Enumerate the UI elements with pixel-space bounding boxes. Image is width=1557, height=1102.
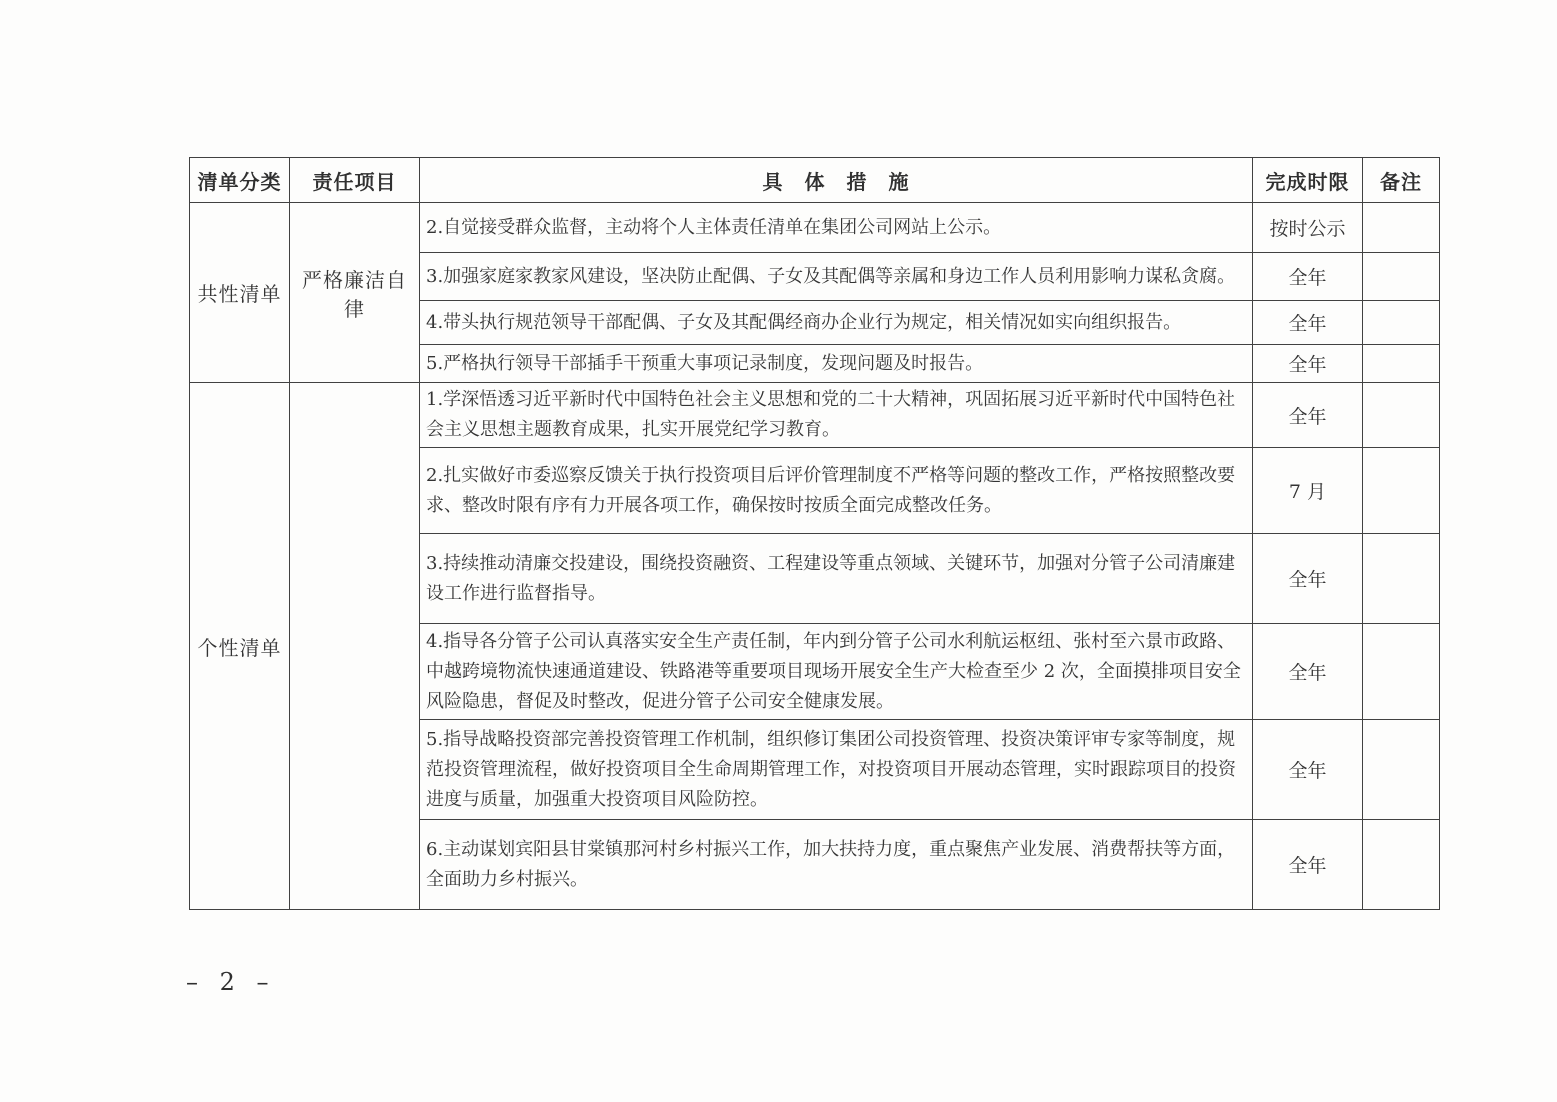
remark-cell: [1363, 301, 1440, 345]
header-project: 责任项目: [290, 158, 420, 203]
project-cell-integrity: 严格廉洁自律: [290, 203, 420, 383]
responsibility-list-table: [189, 157, 1440, 910]
deadline-cell: 全年: [1253, 345, 1363, 383]
remark-cell: [1363, 720, 1440, 820]
deadline-cell: 全年: [1253, 534, 1363, 624]
measure-cell: 6.主动谋划宾阳县甘棠镇那河村乡村振兴工作，加大扶持力度，重点聚焦产业发展、消费帮扶等方面，全面助力乡村振兴。: [420, 820, 1253, 910]
measure-cell: 4.指导各分管子公司认真落实安全生产责任制，年内到分管子公司水利航运枢纽、张村至六景市政路、中越跨境物流快速通道建设、铁路港等重要项目现场开展安全生产大检查至少 2 次，全面摸排项目安全风险隐患，督促及时整改，促进分管子公司安全健康发展。: [420, 624, 1253, 720]
measure-cell: 1.学深悟透习近平新时代中国特色社会主义思想和党的二十大精神，巩固拓展习近平新时代中国特色社会主义思想主题教育成果，扎实开展党纪学习教育。: [420, 383, 1253, 448]
table-header-row: [190, 158, 1440, 203]
table-row: [190, 383, 1440, 448]
remark-cell: [1363, 624, 1440, 720]
deadline-cell: 全年: [1253, 301, 1363, 345]
measure-cell: 5.指导战略投资部完善投资管理工作机制，组织修订集团公司投资管理、投资决策评审专家等制度，规范投资管理流程，做好投资项目全生命周期管理工作，对投资项目开展动态管理，实时跟踪项目的投资进度与质量，加强重大投资项目风险防控。: [420, 720, 1253, 820]
measure-cell: 4.带头执行规范领导干部配偶、子女及其配偶经商办企业行为规定，相关情况如实向组织报告。: [420, 301, 1253, 345]
remark-cell: [1363, 448, 1440, 534]
project-cell-empty: [290, 383, 420, 910]
measure-cell: 3.加强家庭家教家风建设，坚决防止配偶、子女及其配偶等亲属和身边工作人员利用影响力谋私贪腐。: [420, 253, 1253, 301]
measure-cell: 5.严格执行领导干部插手干预重大事项记录制度，发现问题及时报告。: [420, 345, 1253, 383]
measure-cell: 2.扎实做好市委巡察反馈关于执行投资项目后评价管理制度不严格等问题的整改工作，严格按照整改要求、整改时限有序有力开展各项工作，确保按时按质全面完成整改任务。: [420, 448, 1253, 534]
deadline-cell: 全年: [1253, 624, 1363, 720]
header-measures: 具 体 措 施: [420, 158, 1253, 203]
page-number: – 2 –: [186, 968, 276, 996]
category-cell-common: 共性清单: [190, 203, 290, 383]
header-deadline: 完成时限: [1253, 158, 1363, 203]
deadline-cell: 按时公示: [1253, 203, 1363, 253]
remark-cell: [1363, 534, 1440, 624]
remark-cell: [1363, 383, 1440, 448]
remark-cell: [1363, 345, 1440, 383]
deadline-cell: 全年: [1253, 820, 1363, 910]
header-remark: 备注: [1363, 158, 1440, 203]
remark-cell: [1363, 203, 1440, 253]
measure-cell: 2.自觉接受群众监督，主动将个人主体责任清单在集团公司网站上公示。: [420, 203, 1253, 253]
measure-cell: 3.持续推动清廉交投建设，围绕投资融资、工程建设等重点领域、关键环节，加强对分管子公司清廉建设工作进行监督指导。: [420, 534, 1253, 624]
deadline-cell: 全年: [1253, 383, 1363, 448]
deadline-cell: 全年: [1253, 253, 1363, 301]
remark-cell: [1363, 820, 1440, 910]
table-row: [190, 203, 1440, 253]
header-category: 清单分类: [190, 158, 290, 203]
remark-cell: [1363, 253, 1440, 301]
category-cell-individual: 个性清单: [190, 383, 290, 910]
deadline-cell: 全年: [1253, 720, 1363, 820]
deadline-cell: 7 月: [1253, 448, 1363, 534]
